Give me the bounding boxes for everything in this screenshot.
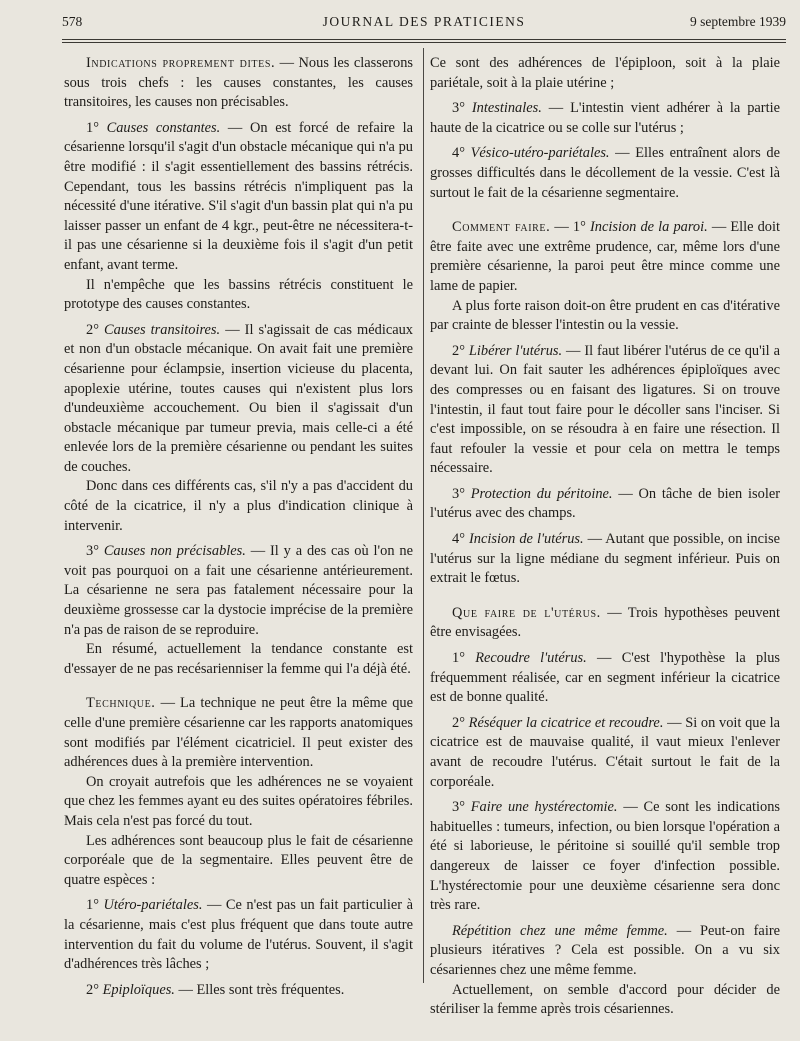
paragraph-text: — Elle doit être faite avec une extrême prudence, car, même lors d'une première césarienne, la paroi peut être mince comme une lame de papier. <box>430 219 780 294</box>
paragraph <box>430 604 780 643</box>
paragraph <box>430 530 780 589</box>
paragraph-text: — Elles sont très fréquentes. <box>174 981 345 998</box>
paragraph-text: — Peut-on faire plusieurs itératives ? Cela est possible. On a vu six césariennes chez une même femme. <box>430 922 780 978</box>
section-heading: Indications proprement dites. <box>86 55 276 71</box>
section-heading: Que faire de l'utérus. <box>452 604 601 621</box>
paragraph <box>64 694 413 772</box>
paragraph: Il n'empêche que les bassins rétrécis constituent le prototype des causes constantes. <box>64 276 413 313</box>
paragraph-text: — On est forcé de refaire la césarienne lorsqu'il s'agit d'un obstacle mécanique qui n'a pu être modifié : il s'agit essentiellement des bassins rétrécis. Cependant, tous les bassins rétrécis n'impliquent pas la nécessité d'une itérative. S'il s'agit d'un bassin plat qui n'a pu laisser passer un enfant de 4 kgr., peut-être ne nécessitera-t-il pas une césarienne si la deuxième fois il s'agit d'un petit enfant, avant terme. <box>64 119 413 273</box>
item-number: 3° <box>86 543 104 560</box>
paragraph <box>64 54 413 113</box>
section-heading: Technique. <box>86 695 156 712</box>
paragraph: A plus forte raison doit-on être prudent en cas d'itérative par crainte de blesser l'intestin ou la vessie. <box>430 297 780 334</box>
paragraph <box>430 714 780 792</box>
paragraph: Ce sont des adhérences de l'épiploon, soit à la plaie pariétale, soit à la plaie utérine ; <box>430 55 780 91</box>
item-number: 3° <box>452 100 472 117</box>
paragraph-text: — Autant que possible, on incise l'utérus sur la ligne médiane du segment inférieur. Puis on extrait le fœtus. <box>430 531 780 587</box>
item-number: 2° <box>452 342 469 359</box>
paragraph: Les adhérences sont beaucoup plus le fait de césarienne corporéale que de la segmentaire. Elles peuvent être de quatre espèces : <box>64 832 413 888</box>
paragraph-text: — Trois hypothèses peuvent être envisagées. <box>430 604 780 641</box>
item-number: 2° <box>86 981 103 998</box>
item-heading: Intestinales. <box>471 100 542 117</box>
column-divider <box>423 48 424 983</box>
item-number: 1° <box>86 119 107 136</box>
paragraph: En résumé, actuellement la tendance constante est d'essayer de ne pas recésarienniser la femme qui l'a déjà été. <box>64 641 413 677</box>
paragraph-text: — Nous les classerons sous trois chefs : les causes constantes, les causes transitoires, les causes non précisables. <box>64 55 413 111</box>
item-number: 4° <box>452 531 469 548</box>
paragraph <box>64 119 413 276</box>
paragraph-text: — La technique ne peut être la même que celle d'une première césarienne car les rapports anatomiques sont modifiés par l'élément cicatriciel. Il peut exister des adhérences dues à la première intervention. <box>64 695 413 771</box>
paragraph: Actuellement, on semble d'accord pour décider de stériliser la femme après trois césariennes. <box>430 981 780 1018</box>
paragraph <box>430 798 780 916</box>
paragraph-text: — Il y a des cas où l'on ne voit pas pourquoi on a fait une césarienne antérieurement. La césarienne ne sera pas fatalement nécessaire pour la deuxième grossesse car la dystocie imprécise de la première n'a pas de raison de se reproduire. <box>64 543 413 638</box>
paragraph <box>430 649 780 708</box>
paragraph <box>64 981 413 1001</box>
item-heading: Vésico-utéro-pariétales. <box>470 145 610 162</box>
section-heading: Comment faire. <box>452 219 551 236</box>
paragraph <box>430 218 780 296</box>
item-heading: Epiploïques. <box>102 981 175 998</box>
header-rule <box>62 39 786 40</box>
paragraph-text: — L'intestin vient adhérer à la partie haute de la cicatrice ou se colle sur l'utérus ; <box>430 100 780 136</box>
paragraph-text: — Si on voit que la cicatrice est de mauvaise qualité, il vaut mieux l'enlever avant de recoudre l'utérus. C'était surtout le fait de la corporéale. <box>430 714 780 790</box>
journal-title: JOURNAL DES PRATICIENS <box>322 14 526 29</box>
item-heading: Causes transitoires. <box>104 321 221 338</box>
item-number: 4° <box>452 145 471 162</box>
item-number: 2° <box>452 714 469 731</box>
issue-date: 9 septembre 1939 <box>690 14 786 29</box>
item-heading: Réséquer la cicatrice et recoudre. <box>468 714 664 731</box>
paragraph <box>430 485 780 524</box>
item-number: 3° <box>452 485 471 502</box>
paragraph-text: — Ce sont les indications habituelles : tumeurs, infection, ou bien lorsque l'opération a été si laborieuse, le péritoine si souillé qu'il semble trop dangereux de laisser ce foyer d'infection possible. L'hystérectomie pour une deuxième césarienne sera donc très rare. <box>430 799 780 914</box>
header-rule-lower <box>62 42 786 43</box>
item-number: 1° <box>86 897 104 914</box>
left-column <box>64 54 413 1000</box>
paragraph <box>64 321 413 478</box>
running-header <box>62 14 786 36</box>
paragraph <box>430 922 780 981</box>
right-column <box>430 54 780 1020</box>
item-number: 3° <box>452 799 471 816</box>
paragraph <box>430 144 780 203</box>
item-heading: Répétition chez une même femme. <box>452 922 668 939</box>
paragraph-text: — 1° <box>550 219 590 236</box>
paragraph-text: — Il faut libérer l'utérus de ce qu'il a devant lui. On fait sauter les adhérences épiploïques avec des compresses ou en faisant des ligatures. Si on trouve l'intestin, il faut tout faire pour le décoller sans l'inciser. Si c'est impossible, on se résoudra à en faire une résection. Il faut refouler la vessie et pour cela on mettra le temps nécessaire. <box>430 342 780 477</box>
paragraph <box>430 342 780 479</box>
paragraph-text: — Il s'agissait de cas médicaux et non d'un obstacle mécanique. On avait fait une première césarienne pour éclampsie, insertion vicieuse du placenta, apoplexie utérine, toutes causes qui n'existent plus lors d'undeuxième accouchement. Ou bien il s'agissait d'un obstacle mécanique par tumeur previa, mais celle-ci a été enlevée lors de la première césarienne ou pendant les suites de couches. <box>64 321 413 475</box>
item-heading: Utéro-pariétales. <box>103 897 203 914</box>
paragraph-text: — Ce n'est pas un fait particulier à la césarienne, mais c'est plus fréquent que dans toute autre intervention du fait du volume de l'utérus. Souvent, il s'agit d'adhérences très lâches ; <box>64 897 413 973</box>
item-heading: Causes non précisables. <box>103 543 246 560</box>
item-heading: Faire une hystérectomie. <box>470 799 618 816</box>
paragraph-text: — Elles entraînent alors de grosses difficultés dans le décollement de la vessie. C'est là surtout le fait de la césarienne segmentaire. <box>430 145 780 201</box>
page-number: 578 <box>62 14 83 29</box>
item-heading: Recoudre l'utérus. <box>475 650 587 667</box>
paragraph-text: — C'est l'hypothèse la plus fréquemment réalisée, car en segment inférieur la cicatrice est de bonne qualité. <box>430 650 780 706</box>
item-heading: Protection du péritoine. <box>470 485 613 502</box>
paragraph: On croyait autrefois que les adhérences ne se voyaient que chez les femmes ayant eu des suites opératoires fébriles. Mais cela n'est pas forcé du tout. <box>64 773 413 829</box>
paragraph <box>430 99 780 138</box>
paragraph <box>64 896 413 974</box>
item-number: 2° <box>86 321 105 338</box>
item-heading: Incision de la paroi. <box>589 219 708 236</box>
item-heading: Libérer l'utérus. <box>468 342 563 359</box>
item-heading: Causes constantes. <box>106 119 221 136</box>
item-number: 1° <box>452 650 476 667</box>
paragraph <box>64 542 413 640</box>
paragraph: Donc dans ces différents cas, s'il n'y a pas d'accident du côté de la cicatrice, il n'y a plus d'indication clinique à intervenir. <box>64 478 413 534</box>
item-heading: Incision de l'utérus. <box>468 531 584 548</box>
paragraph-text: — On tâche de bien isoler l'utérus avec des champs. <box>430 485 780 522</box>
